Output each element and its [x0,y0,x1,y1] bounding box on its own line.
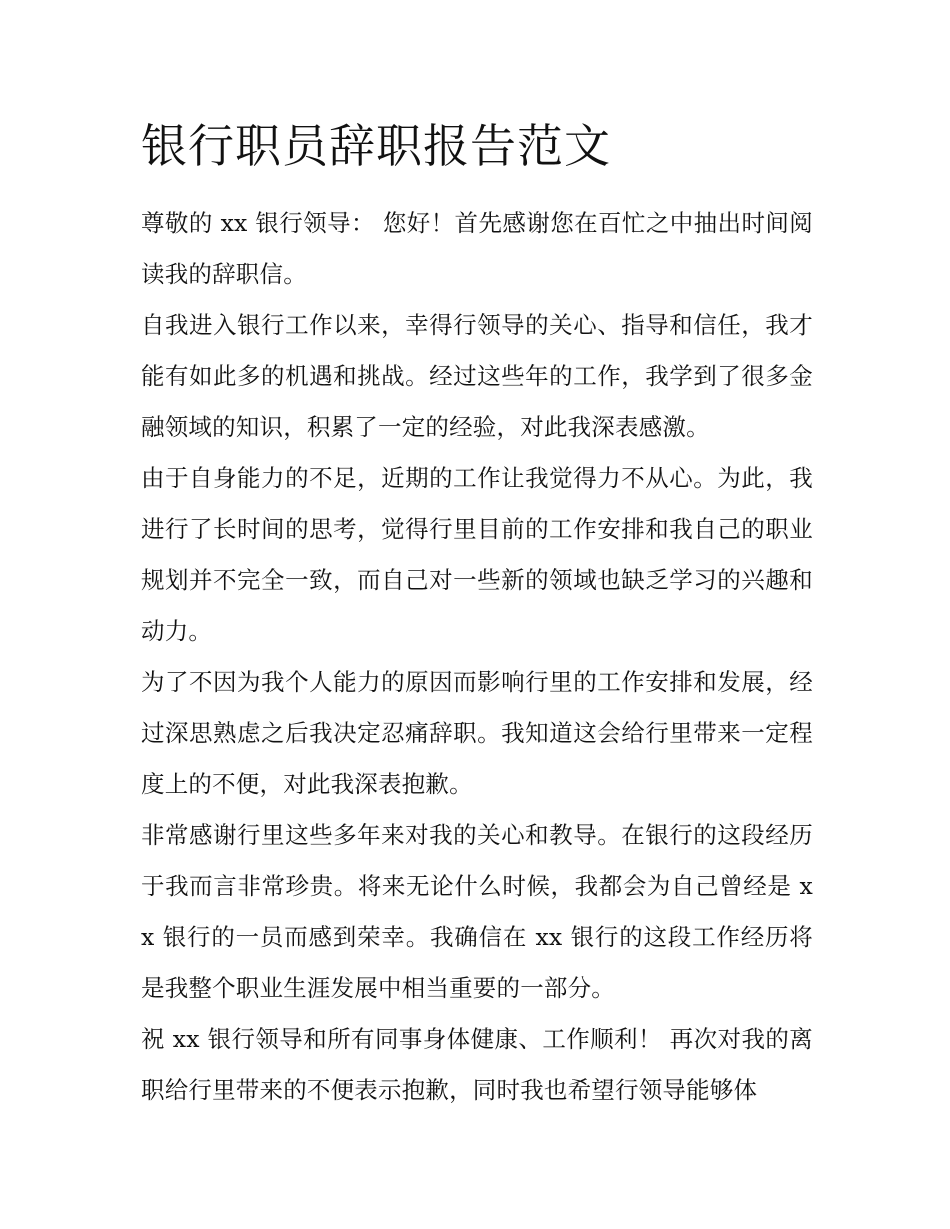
paragraph-greeting: 尊敬的 xx 银行领导： 您好！首先感谢您在百忙之中抽出时间阅读我的辞职信。 [141,209,813,288]
paragraph-closing: 祝 xx 银行领导和所有同事身体健康、工作顺利！ 再次对我的离职给行里带来的不便表示抱歉，同时我也希望行领导能够体 [141,1025,813,1104]
paragraph-thanks: 非常感谢行里这些多年来对我的关心和教导。在银行的这段经历于我而言非常珍贵。将来无论什么时候，我都会为自己曾经是 xx 银行的一员而感到荣幸。我确信在 xx 银行的这段工作经历将是我整个职业生涯发展中相当重要的一部分。 [141,821,813,1002]
document-body [141,112,813,1116]
paragraph-gratitude: 自我进入银行工作以来，幸得行领导的关心、指导和信任，我才能有如此多的机遇和挑战。经过这些年的工作，我学到了很多金融领域的知识，积累了一定的经验，对此我深表感激。 [141,311,813,441]
paragraph-reason: 由于自身能力的不足，近期的工作让我觉得力不从心。为此，我进行了长时间的思考，觉得行里目前的工作安排和我自己的职业规划并不完全一致，而自己对一些新的领域也缺乏学习的兴趣和动力。 [141,464,813,645]
document-title: 银行职员辞职报告范文 [141,119,611,173]
paragraph-decision: 为了不因为我个人能力的原因而影响行里的工作安排和发展，经过深思熟虑之后我决定忍痛辞职。我知道这会给行里带来一定程度上的不便，对此我深表抱歉。 [141,668,813,798]
